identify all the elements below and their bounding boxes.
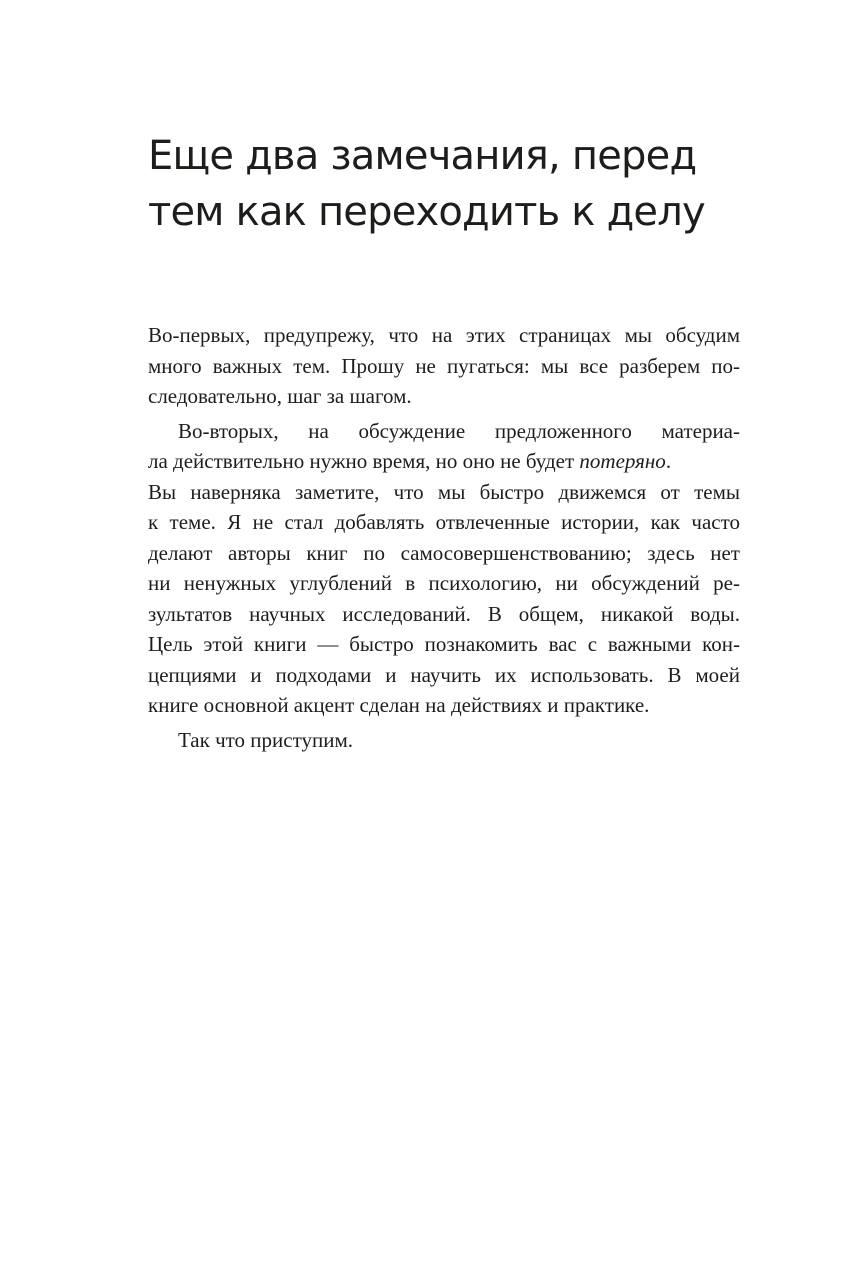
chapter-title-line-2: тем как переходить к делу	[148, 189, 705, 235]
body-text	[148, 320, 740, 755]
chapter-title	[148, 128, 748, 240]
paragraph-3	[148, 725, 740, 756]
paragraph-2-line: ни ненужных углублений в психологию, ни обсуждений ре-	[148, 571, 740, 595]
paragraph-2-line-end: .	[665, 449, 672, 473]
paragraph-2-line: делают авторы книг по самосовершенствованию; здесь нет	[148, 540, 740, 565]
paragraph-2-line: Во-вторых, на обсуждение предложенного материа-	[178, 418, 740, 443]
paragraph-2-line: к теме. Я не стал добавлять отвлеченные истории, как часто	[148, 510, 740, 534]
paragraph-1	[148, 320, 740, 412]
paragraph-1-line: следовательно, шаг за шагом.	[148, 384, 412, 408]
emphasized-word: потеряно	[579, 449, 666, 473]
paragraph-2-line: зультатов научных исследований. В общем, никакой воды.	[148, 601, 740, 626]
paragraph-2-line-text: ла действительно нужно время, но оно не будет	[148, 449, 580, 473]
chapter-title-line-1: Еще два замечания, перед	[148, 133, 697, 179]
paragraph-2	[148, 416, 740, 721]
paragraph-3-line: Так что приступим.	[178, 727, 354, 752]
paragraph-1-line: Во-первых, предупрежу, что на этих страницах мы обсудим	[148, 323, 740, 347]
paragraph-2-line	[148, 446, 740, 477]
paragraph-2-line: цепциями и подходами и научить их использовать. В моей	[148, 662, 740, 687]
paragraph-2-line: Цель этой книги — быстро познакомить вас с важными кон-	[148, 632, 740, 656]
paragraph-2-line: Вы наверняка заметите, что мы быстро движемся от темы	[148, 479, 740, 504]
paragraph-2-line: книге основной акцент сделан на действиях и практике.	[148, 693, 650, 717]
paragraph-1-line: много важных тем. Прошу не пугаться: мы все разберем по-	[148, 353, 740, 378]
